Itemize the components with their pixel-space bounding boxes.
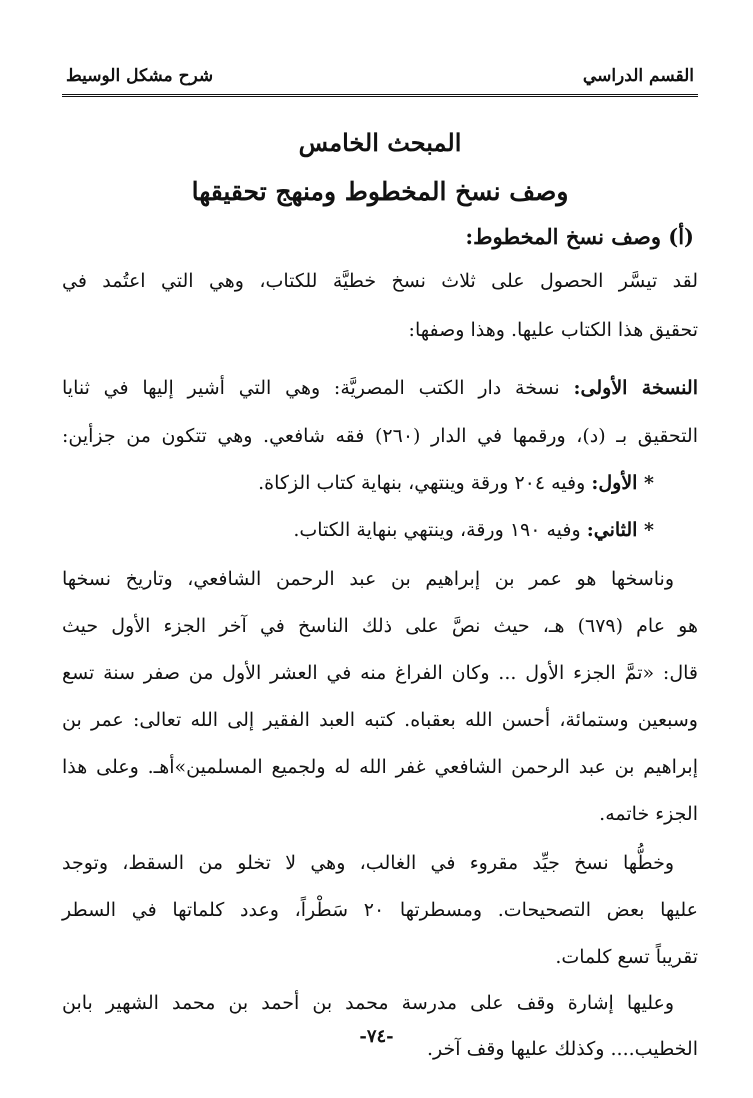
- subheading: (أ) وصف نسخ المخطوط:: [465, 224, 694, 249]
- part-one-label: * الأول:: [591, 472, 654, 494]
- first-copy-text: نسخة دار الكتب المصريَّة: وهي التي أشير إليها في ثنايا: [62, 377, 560, 399]
- section-title: المبحث الخامس: [298, 128, 462, 157]
- first-copy-label: النسخة الأولى:: [573, 377, 698, 399]
- bullet-line: [62, 466, 698, 500]
- running-header: [62, 60, 698, 97]
- bullet-line: [62, 513, 698, 547]
- paragraph-line: تحقيق هذا الكتاب عليها. وهذا وصفها:: [408, 319, 698, 341]
- paragraph-line: وعليها إشارة وقف على مدرسة محمد بن أحمد بن محمد الشهير بابن: [62, 992, 674, 1014]
- paragraph-line: إبراهيم بن عبد الرحمن الشافعي غفر الله له ولجميع المسلمين»أهـ. وعلى هذا: [62, 756, 698, 778]
- section-subtitle: وصف نسخ المخطوط ومنهج تحقيقها: [191, 177, 569, 206]
- paragraph-line: هو عام (٦٧٩) هـ، حيث نصَّ على ذلك الناسخ في آخر الجزء الأول حيث: [62, 615, 698, 637]
- part-two-text: وفيه ١٩٠ ورقة، وينتهي بنهاية الكتاب.: [293, 519, 581, 541]
- paragraph-line: عليها بعض التصحيحات. ومسطرتها ٢٠ سَطْراً، وعدد كلماتها في السطر: [62, 899, 698, 921]
- document-page: [62, 60, 698, 1060]
- page-number: -٧٤-: [359, 1026, 394, 1047]
- paragraph-line: تقريباً تسع كلمات.: [555, 946, 698, 968]
- part-one-text: وفيه ٢٠٤ ورقة وينتهي، بنهاية كتاب الزكاة.: [258, 472, 586, 494]
- paragraph-line: التحقيق بـ (د)، ورقمها في الدار (٢٦٠) فقه شافعي. وهي تتكون من جزأين:: [62, 425, 699, 447]
- paragraph-line: الجزء خاتمه.: [599, 803, 698, 825]
- header-book-title: شرح مشكل الوسيط: [66, 66, 214, 86]
- paragraph-line: قال: «تمَّ الجزء الأول ... وكان الفراغ منه في العشر الأول من صفر سنة تسع: [62, 662, 698, 684]
- part-two-label: * الثاني:: [586, 519, 654, 541]
- paragraph-line: وناسخها هو عمر بن إبراهيم بن عبد الرحمن الشافعي، وتاريخ نسخها: [62, 568, 674, 590]
- paragraph-line: لقد تيسَّر الحصول على ثلاث نسخ خطيَّة للكتاب، وهي التي اعتُمد في: [62, 270, 698, 292]
- paragraph-line: الخطيب.... وكذلك عليها وقف آخر.: [426, 1038, 698, 1060]
- header-section-name: القسم الدراسي: [582, 66, 694, 86]
- paragraph-line: وسبعين وستمائة، أحسن الله بعقباه. كتبه العبد الفقير إلى الله تعالى: عمر بن: [62, 709, 698, 731]
- paragraph-line: وخطُّها نسخ جيِّد مقروء في الغالب، وهي لا تخلو من السقط، وتوجد: [62, 852, 674, 874]
- paragraph-line: [62, 371, 698, 405]
